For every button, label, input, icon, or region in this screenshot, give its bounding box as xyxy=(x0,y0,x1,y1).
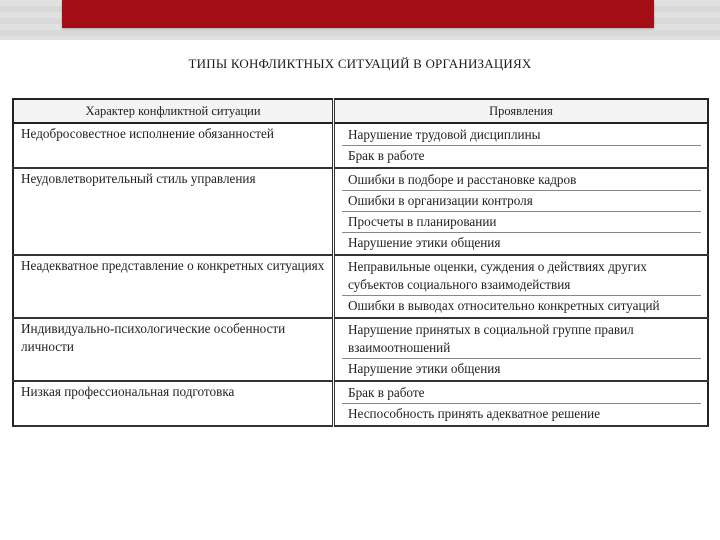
manifestation-item: Нарушение трудовой дисциплины xyxy=(342,125,701,146)
row-type: Низкая профессиональная подготовка xyxy=(13,381,334,426)
table-row xyxy=(13,381,708,426)
accent-bar xyxy=(62,0,654,28)
manifestation-item: Просчеты в планировании xyxy=(342,212,701,233)
row-type: Индивидуально-психологические особенности личности xyxy=(13,318,334,381)
row-manifestations xyxy=(334,381,709,426)
row-manifestations xyxy=(334,168,709,255)
table-row xyxy=(13,168,708,255)
table-row xyxy=(13,255,708,318)
row-type: Недобросовестное исполнение обязанностей xyxy=(13,123,334,168)
manifestation-item: Ошибки в подборе и расстановке кадров xyxy=(342,170,701,191)
row-manifestations xyxy=(334,255,709,318)
row-manifestations xyxy=(334,123,709,168)
manifestation-item: Ошибки в организации контроля xyxy=(342,191,701,212)
header-manifestations: Проявления xyxy=(334,99,709,123)
row-type: Неадекватное представление о конкретных ситуациях xyxy=(13,255,334,318)
table-row xyxy=(13,123,708,168)
manifestation-item: Нарушение этики общения xyxy=(348,235,501,250)
manifestation-item: Нарушение принятых в социальной группе правил взаимоотношений xyxy=(342,320,701,359)
row-type: Неудовлетворительный стиль управления xyxy=(13,168,334,255)
manifestation-item: Ошибки в выводах относительно конкретных ситуаций xyxy=(348,298,660,313)
manifestation-item: Неправильные оценки, суждения о действиях других субъектов социального взаимодействия xyxy=(342,257,701,296)
manifestation-item: Нарушение этики общения xyxy=(348,361,501,376)
row-manifestations xyxy=(334,318,709,381)
conflict-types-table xyxy=(12,98,709,427)
manifestation-item: Брак в работе xyxy=(348,148,425,163)
table-row xyxy=(13,318,708,381)
header-type: Характер конфликтной ситуации xyxy=(13,99,334,123)
manifestation-item: Неспособность принять адекватное решение xyxy=(348,406,601,421)
table-header-row xyxy=(13,99,708,123)
manifestation-item: Брак в работе xyxy=(342,383,701,404)
slide-title: ТИПЫ КОНФЛИКТНЫХ СИТУАЦИЙ В ОРГАНИЗАЦИЯХ xyxy=(188,56,532,71)
